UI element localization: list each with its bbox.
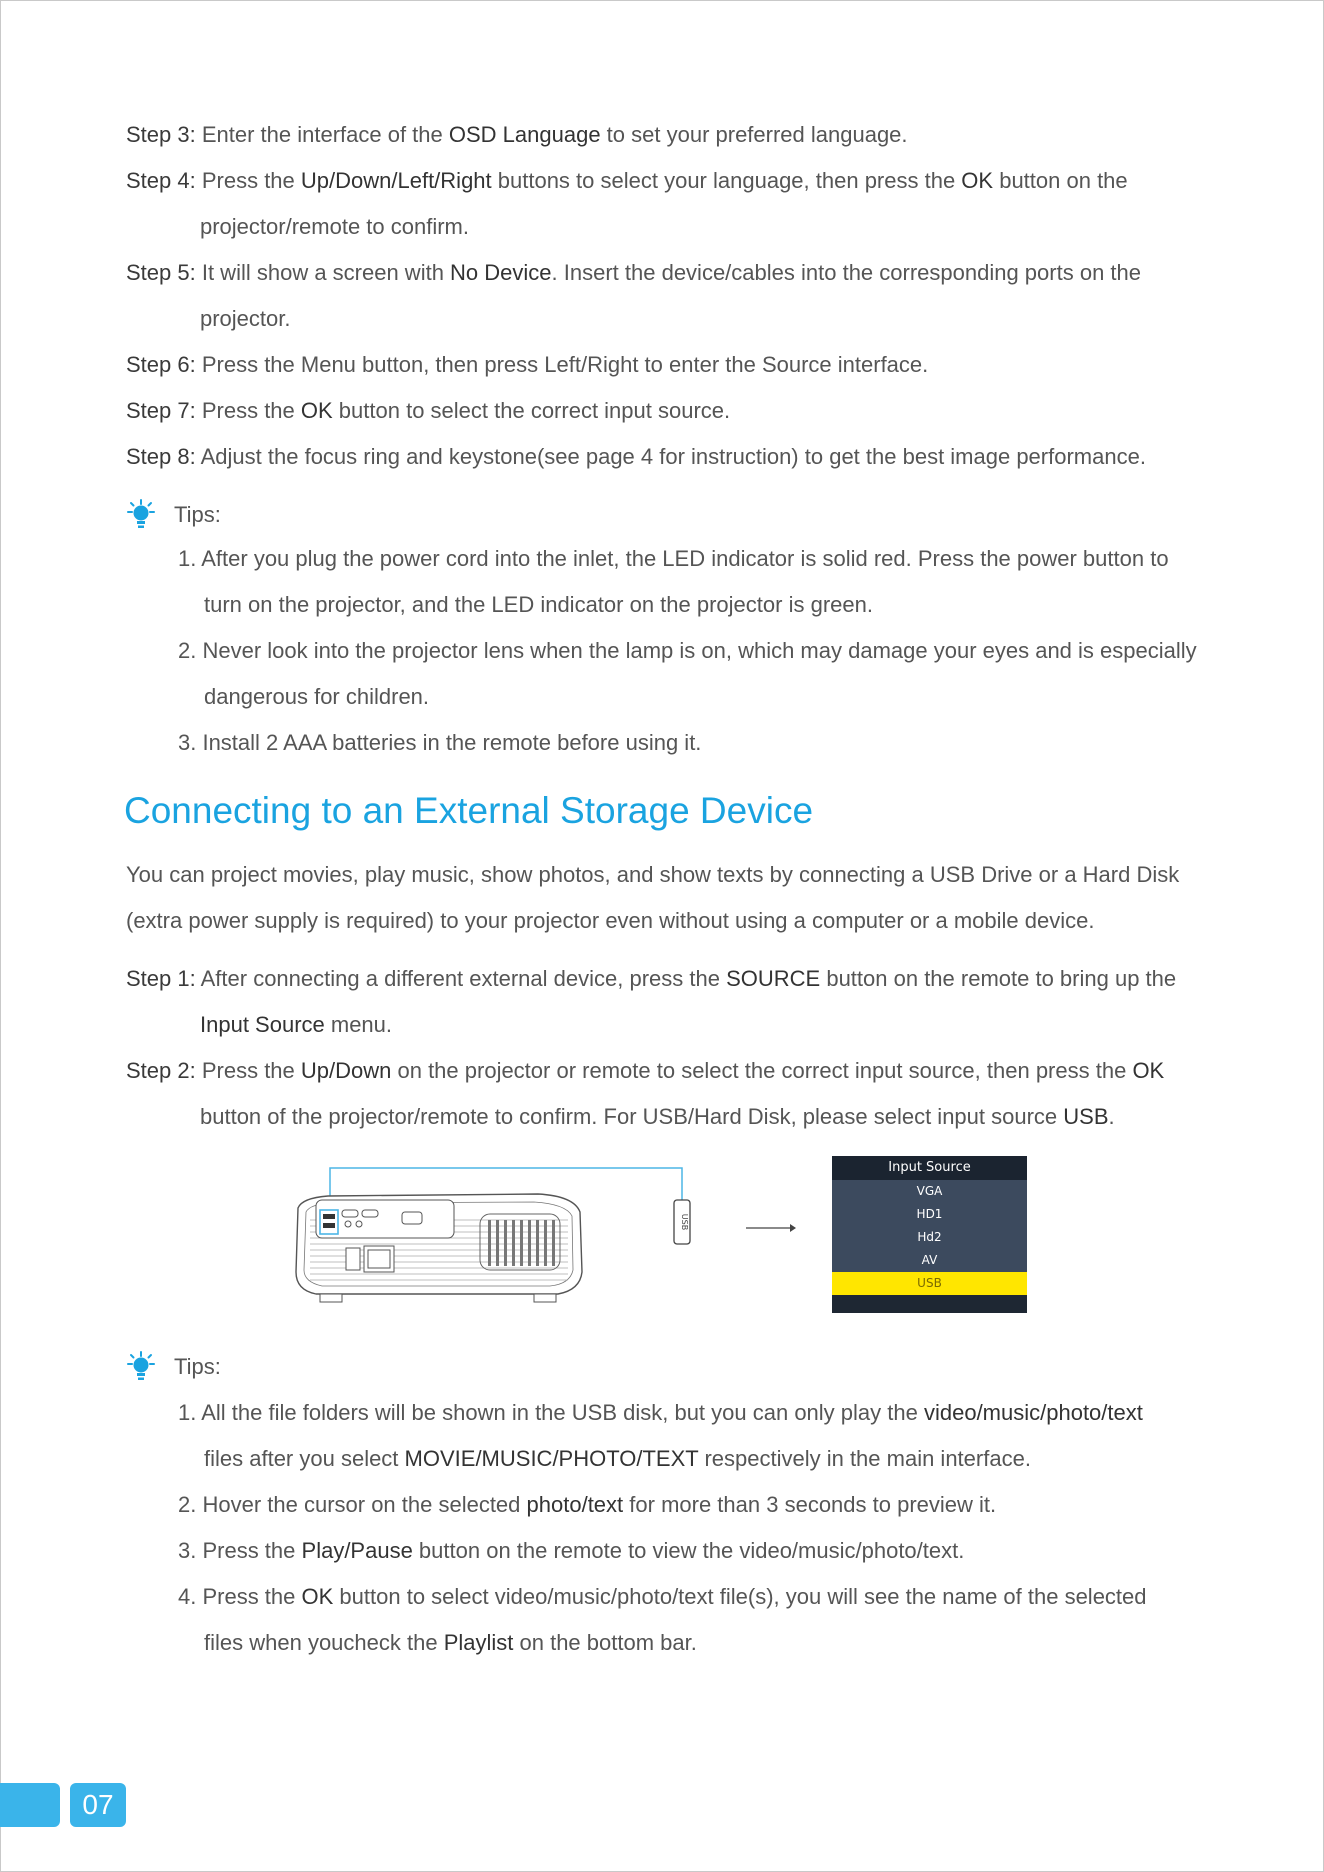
step-label: Step 1: [126, 966, 196, 991]
step-continuation: projector/remote to confirm. [200, 214, 469, 239]
step-text: Adjust the focus ring and keystone(see page 4 for instruction) to get the best image performance. [200, 444, 1146, 469]
step-1 [0, 956, 1324, 1048]
step-highlight: OK [300, 398, 333, 423]
page-number: 07 [70, 1783, 126, 1827]
step-text: button on the [993, 168, 1128, 193]
menu-item-vga: VGA [832, 1180, 1027, 1203]
page-footer-bar [0, 1783, 60, 1827]
step-continuation [126, 1002, 1224, 1048]
tip-continuation: dangerous for children. [204, 684, 430, 709]
step-text: on the projector or remote to select the correct input source, then press the [391, 1058, 1133, 1083]
power-switch [346, 1248, 360, 1270]
usb-drive-label: USB [680, 1213, 689, 1231]
step-highlight: SOURCE [726, 966, 821, 991]
tip-continuation [178, 1436, 1234, 1482]
tip-text: button on the remote to view the video/music/photo/text. [412, 1538, 965, 1563]
step-text: Press the [201, 398, 301, 423]
tips-header [124, 1350, 221, 1384]
tip-item [0, 536, 1324, 628]
tip-highlight: MOVIE/MUSIC/PHOTO/TEXT [404, 1446, 699, 1471]
tip-item [0, 1528, 1324, 1574]
step-label: Step 6: [126, 352, 196, 377]
step-text: . [1108, 1104, 1115, 1129]
tip-item [0, 720, 1324, 766]
step-7 [0, 388, 1324, 434]
steps-top [0, 112, 1324, 480]
step-label: Step 4: [126, 168, 196, 193]
step-continuation [126, 1094, 1224, 1140]
tip-text: 4. Press the [178, 1584, 302, 1609]
tip-text: 1. After you plug the power cord into the inlet, the LED indicator is solid red. Press the power button to [178, 546, 1169, 571]
arrow-icon [746, 1222, 796, 1234]
tip-highlight: Playlist [443, 1630, 514, 1655]
menu-item-hd1: HD1 [832, 1203, 1027, 1226]
tips-label: Tips: [174, 1354, 221, 1379]
step-label: Step 2: [126, 1058, 196, 1083]
step-text: Press the [201, 1058, 301, 1083]
step-text: . Insert the device/cables into the corresponding ports on the [551, 260, 1141, 285]
step-label: Step 7: [126, 398, 196, 423]
step-text: After connecting a different external device, press the [200, 966, 727, 991]
tip-item [0, 1482, 1324, 1528]
tip-text: files after you select [204, 1446, 405, 1471]
tips-header [124, 498, 221, 532]
tip-text: 3. Press the [178, 1538, 302, 1563]
step-highlight: OK [961, 168, 994, 193]
tip-text: respectively in the main interface. [698, 1446, 1031, 1471]
tip-highlight: Play/Pause [301, 1538, 413, 1563]
tip-continuation: turn on the projector, and the LED indicator on the projector is green. [204, 592, 873, 617]
step-8 [0, 434, 1324, 480]
section-title: Connecting to an External Storage Device [124, 790, 814, 831]
step-text: Press the Menu button, then press Left/Right to enter the Source interface. [201, 352, 929, 377]
menu-title: Input Source [832, 1156, 1027, 1180]
menu-item-hd2: Hd2 [832, 1226, 1027, 1249]
tip-item [0, 1574, 1324, 1666]
tip-text: 2. Hover the cursor on the selected [178, 1492, 527, 1517]
step-text: button on the remote to bring up the [820, 966, 1177, 991]
step-text: Enter the interface of the [201, 122, 449, 147]
tips-list [0, 536, 1324, 766]
step-text: button of the projector/remote to confirm. For USB/Hard Disk, please select input source [200, 1104, 1064, 1129]
step-highlight: Up/Down [300, 1058, 392, 1083]
step-3 [0, 112, 1324, 158]
tip-highlight: video/music/photo/text [923, 1400, 1143, 1425]
tip-item [0, 628, 1324, 720]
step-continuation: projector. [200, 306, 291, 331]
step-label: Step 3: [126, 122, 196, 147]
tips-label: Tips: [174, 502, 221, 527]
step-highlight: Input Source [200, 1012, 325, 1037]
step-text: to set your preferred language. [600, 122, 908, 147]
tip-item [0, 1390, 1324, 1482]
tips-list [0, 1390, 1324, 1666]
step-highlight: No Device [450, 260, 552, 285]
input-source-menu [832, 1156, 1027, 1313]
step-label: Step 8: [126, 444, 196, 469]
lightbulb-icon [124, 498, 158, 532]
tip-highlight: OK [301, 1584, 334, 1609]
tip-text: 3. Install 2 AAA batteries in the remote before using it. [178, 730, 702, 755]
projector-diagram [288, 1160, 708, 1310]
step-text: button to select the correct input source. [332, 398, 731, 423]
step-highlight: Up/Down/Left/Right [300, 168, 492, 193]
tip-text: for more than 3 seconds to preview it. [623, 1492, 997, 1517]
step-highlight: USB [1063, 1104, 1109, 1129]
tip-text: 1. All the file folders will be shown in the USB disk, but you can only play the [178, 1400, 924, 1425]
step-text: buttons to select your language, then press the [491, 168, 962, 193]
section-intro: You can project movies, play music, show photos, and show texts by connecting a USB Drive or a Hard Disk (extra power supply is required) to your projector even without using a computer or a mobile device. [126, 862, 1180, 933]
steps-bottom [0, 956, 1324, 1140]
menu-item-av: AV [832, 1249, 1027, 1272]
step-2 [0, 1048, 1324, 1140]
tip-text: button to select video/music/photo/text file(s), you will see the name of the selected [333, 1584, 1147, 1609]
step-text: It will show a screen with [201, 260, 451, 285]
step-text: Press the [201, 168, 301, 193]
lightbulb-icon [124, 1350, 158, 1384]
menu-item-usb: USB [832, 1272, 1027, 1295]
menu-footer [832, 1295, 1027, 1313]
step-highlight: OK [1132, 1058, 1165, 1083]
step-label: Step 5: [126, 260, 196, 285]
step-4 [0, 158, 1324, 250]
tip-text: on the bottom bar. [513, 1630, 697, 1655]
step-5 [0, 250, 1324, 342]
step-text: menu. [324, 1012, 393, 1037]
step-highlight: OSD Language [448, 122, 601, 147]
port-panel [316, 1200, 454, 1238]
tip-continuation [178, 1620, 1234, 1666]
tip-text: 2. Never look into the projector lens when the lamp is on, which may damage your eyes and is especially [178, 638, 1197, 663]
step-6 [0, 342, 1324, 388]
tip-highlight: photo/text [526, 1492, 624, 1517]
tip-text: files when youcheck the [204, 1630, 444, 1655]
